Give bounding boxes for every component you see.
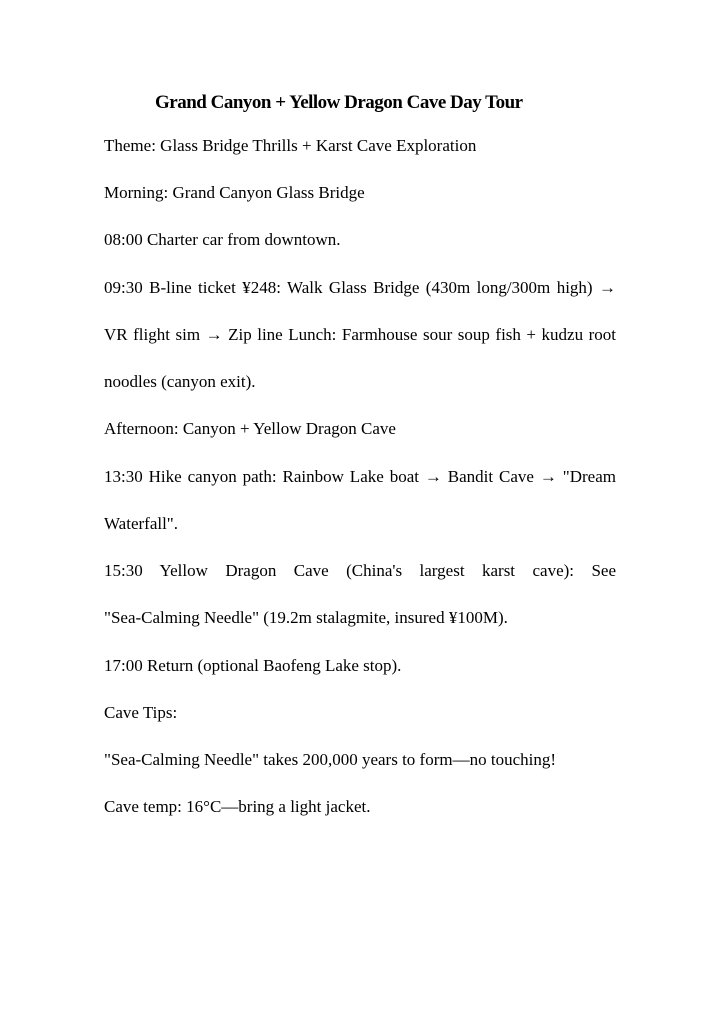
document-line: "Sea-Calming Needle" takes 200,000 years to form—no touching! — [104, 750, 556, 770]
paragraph — [104, 547, 616, 642]
paragraph — [104, 216, 616, 263]
document-line: 08:00 Charter car from downtown. — [104, 230, 341, 250]
document-line: 15:30 Yellow Dragon Cave (China's largest karst cave): See — [104, 561, 616, 581]
document-line: 09:30 B-line ticket ¥248: Walk Glass Bridge (430m long/300m high) → — [104, 277, 616, 297]
paragraph — [104, 783, 616, 830]
document-body — [104, 122, 616, 831]
document-line: Waterfall". — [104, 513, 179, 533]
document-line: Cave temp: 16°C—bring a light jacket. — [104, 797, 371, 817]
paragraph — [104, 736, 616, 783]
paragraph — [104, 453, 616, 548]
paragraph — [104, 169, 616, 216]
document-line: VR flight sim → Zip line Lunch: Farmhouse sour soup fish + kudzu root — [104, 324, 616, 344]
paragraph — [104, 405, 616, 452]
document-line: Theme: Glass Bridge Thrills + Karst Cave Exploration — [104, 135, 477, 155]
paragraph — [104, 689, 616, 736]
document-line: 17:00 Return (optional Baofeng Lake stop). — [104, 655, 402, 675]
document-line: 13:30 Hike canyon path: Rainbow Lake boat → Bandit Cave → "Dream — [104, 466, 616, 486]
paragraph — [104, 642, 616, 689]
document-line: Afternoon: Canyon + Yellow Dragon Cave — [104, 419, 396, 439]
paragraph — [104, 264, 616, 406]
paragraph — [104, 122, 616, 169]
document-title: Grand Canyon + Yellow Dragon Cave Day Tour — [155, 91, 523, 113]
document-line: noodles (canyon exit). — [104, 372, 256, 392]
document-line: "Sea-Calming Needle" (19.2m stalagmite, insured ¥100M). — [104, 608, 508, 628]
document-line: Morning: Grand Canyon Glass Bridge — [104, 183, 365, 203]
document-line: Cave Tips: — [104, 702, 178, 722]
